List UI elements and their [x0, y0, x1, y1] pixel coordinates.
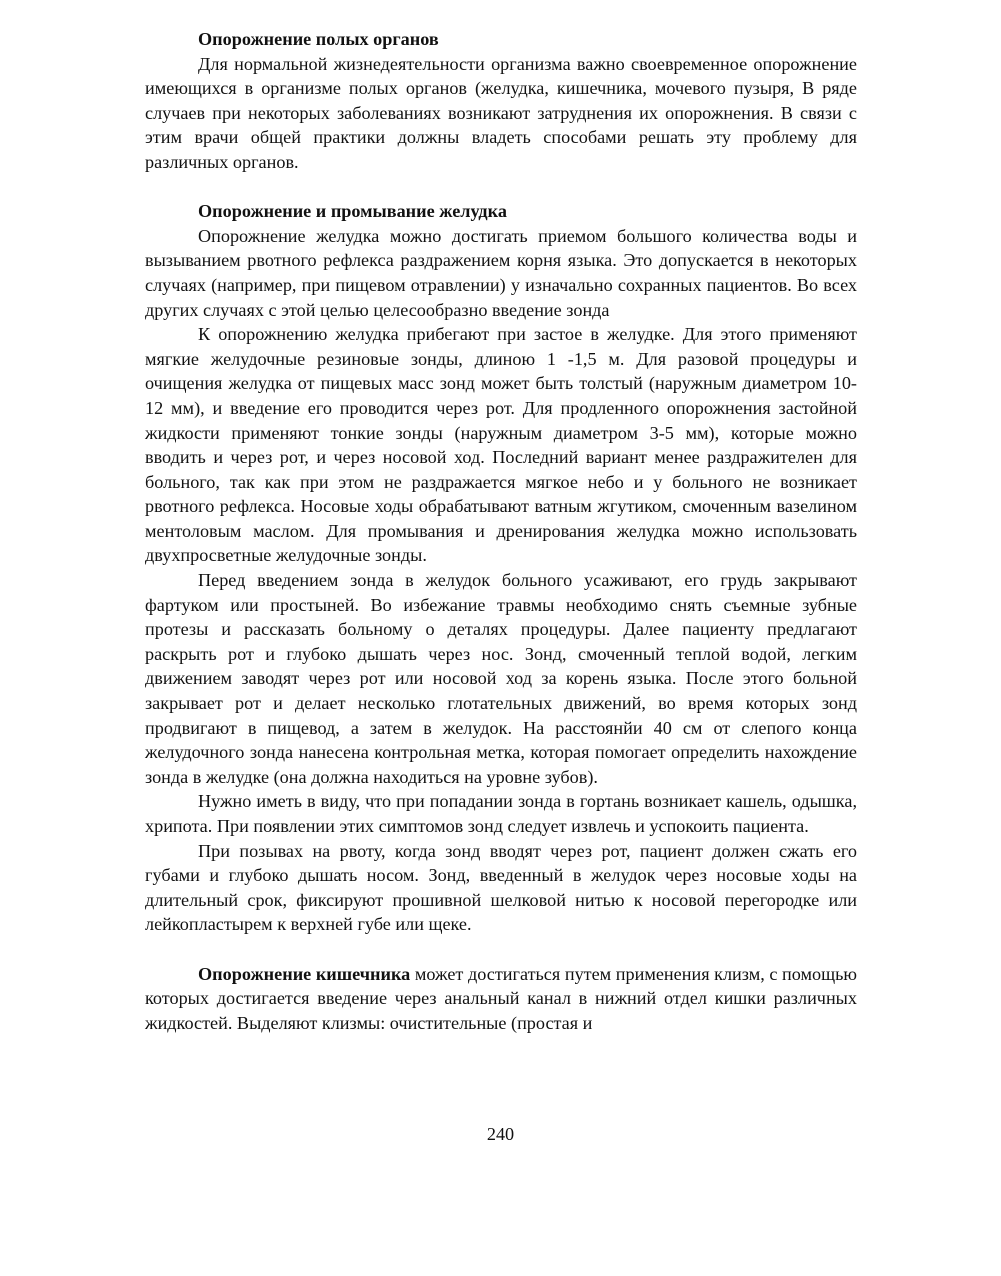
paragraph: К опорожнению желудка прибегают при застое в желудке. Для этого применяют мягкие желудочные резиновые зонды, длиною 1 -1,5 м. Для разовой процедуры и очищения желудка от пищевых масс зонд может быть толстый (наружным диаметром 10-12 мм), и введение его проводится через рот. Для продленного опорожнения застойной жидкости применяют тонкие зонды (наружным диаметром 3-5 мм), которые можно вводить и через рот, и через носовой ход. Последний вариант менее раздражителен для больного, так как при этом не раздражается мягкое небо и у больного не возникает рвотного рефлекса. Носовые ходы обрабатывают ватным жгутиком, смоченным вазелином ментоловым маслом. Для промывания и дренирования желудка можно использовать двухпросветные желудочные зонды.: [145, 324, 857, 566]
document-page: [145, 27, 857, 1035]
spacer: [145, 175, 857, 200]
paragraph: Нужно иметь в виду, что при попадании зонда в гортань возникает кашель, одышка, хрипота. При появлении этих симптомов зонд следует извлечь и успокоить пациента.: [145, 791, 857, 836]
paragraph-intestine: [145, 962, 857, 1036]
paragraph: При позывах на рвоту, когда зонд вводят через рот, пациент должен сжать его губами и глубоко дышать носом. Зонд, введенный в желудок через носовые ходы на длительный срок, фиксируют прошивной шелковой нитью к носовой перегородке или лейкопластырем к верхней губе или щеке.: [145, 840, 857, 935]
inline-heading-intestine: Опорожнение кишечника: [198, 963, 411, 984]
section-heading-stomach: Опорожнение и промывание желудка: [198, 201, 507, 222]
section-heading-hollow-organs: Опорожнение полых органов: [198, 29, 439, 49]
paragraph: Опорожнение желудка можно достигать приемом большого количества воды и вызыванием рвотного рефлекса раздражением корня языка. Это допускается в некоторых случаях (например, при пищевом отравлении) у изначально сохранных пациентов. Во всех других случаях с этой целью целесообразно введение зонда: [145, 225, 857, 320]
paragraph: Перед введением зонда в желудок больного усаживают, его грудь закрывают фартуком или простыней. Во избежание травмы необходимо снять съемные зубные протезы и рассказать больному о деталях процедуры. Далее пациенту предлагают раскрыть рот и глубоко дышать через нос. Зонд, смоченный теплой водой, легким движением заводят через рот или носовой ход за корень языка. После этого больной закрывает рот и делает несколько глотательных движений, во время которых зонд продвигают в пищевод, а затем в желудок. На расстоянйи 40 см от слепого конца желудочного зонда нанесена контрольная метка, которая помогает определить нахождение зонда в желудке (она должна находиться на уровне зубов).: [145, 570, 857, 787]
paragraph-text: может достигаться путем применения клизм, с помощью которых достигается введение через анальный канал в нижний отдел кишки различных жидкостей. Выделяют клизмы: очистительные (простая и: [145, 963, 857, 1033]
paragraph: Для нормальной жизнедеятельности организма важно своевременное опорожнение имеющихся в организме полых органов (желудка, кишечника, мочевого пузыря, В ряде случаев при некоторых заболеваниях возникают затруднения их опорожнения. В связи с этим врачи общей практики должны владеть способами решать эту проблему для различных органов.: [145, 53, 857, 172]
page-number: 240: [486, 1124, 515, 1144]
spacer: [145, 937, 857, 962]
